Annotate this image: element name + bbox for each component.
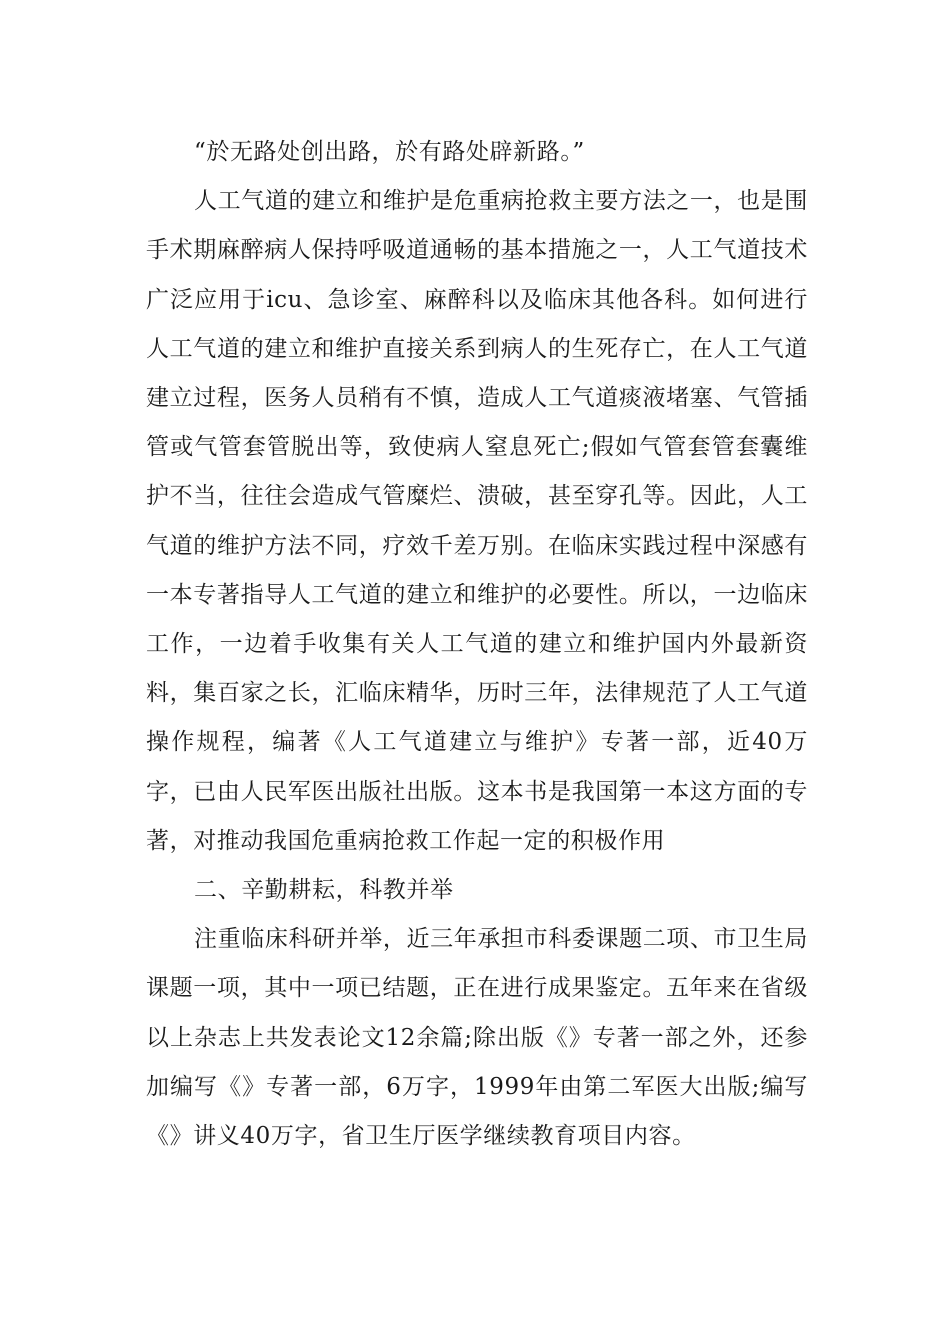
document-body [146,128,808,1161]
body-paragraph: 注重临床科研并举，近三年承担市科委课题二项、市卫生局课题一项，其中一项已结题，正在进行成果鉴定。五年来在省级以上杂志上共发表论文12余篇;除出版《》专著一部之外，还参加编写《》专著一部，6万字，1999年由第二军医大出版;编写《》讲义40万字，省卫生厅医学继续教育项目内容。 [146,926,808,1150]
section-heading: 二、辛勤耕耘，科教并举 [194,877,454,904]
quote-paragraph: “於无路处创出路，於有路处辟新路。” [194,139,585,165]
body-paragraph: 人工气道的建立和维护是危重病抢救主要方法之一，也是围手术期麻醉病人保持呼吸道通畅的基本措施之一，人工气道技术广泛应用于icu、急诊室、麻醉科以及临床其他各科。如何进行人工气道的建立和维护直接关系到病人的生死存亡，在人工气道建立过程，医务人员稍有不慎，造成人工气道痰液堵塞、气管插管或气管套管脱出等，致使病人窒息死亡;假如气管套管套囊维护不当，往往会造成气管糜烂、溃破，甚至穿孔等。因此，人工气道的维护方法不同，疗效千差万别。在临床实践过程中深感有一本专著指导人工气道的建立和维护的必要性。所以，一边临床工作，一边着手收集有关人工气道的建立和维护国内外最新资料，集百家之长，汇临床精华，历时三年，法律规范了人工气道操作规程，编著《人工气道建立与维护》专著一部，近40万字，已由人民军医出版社出版。这本书是我国第一本这方面的专著，对推动我国危重病抢救工作起一定的积极作用 [146,188,808,854]
